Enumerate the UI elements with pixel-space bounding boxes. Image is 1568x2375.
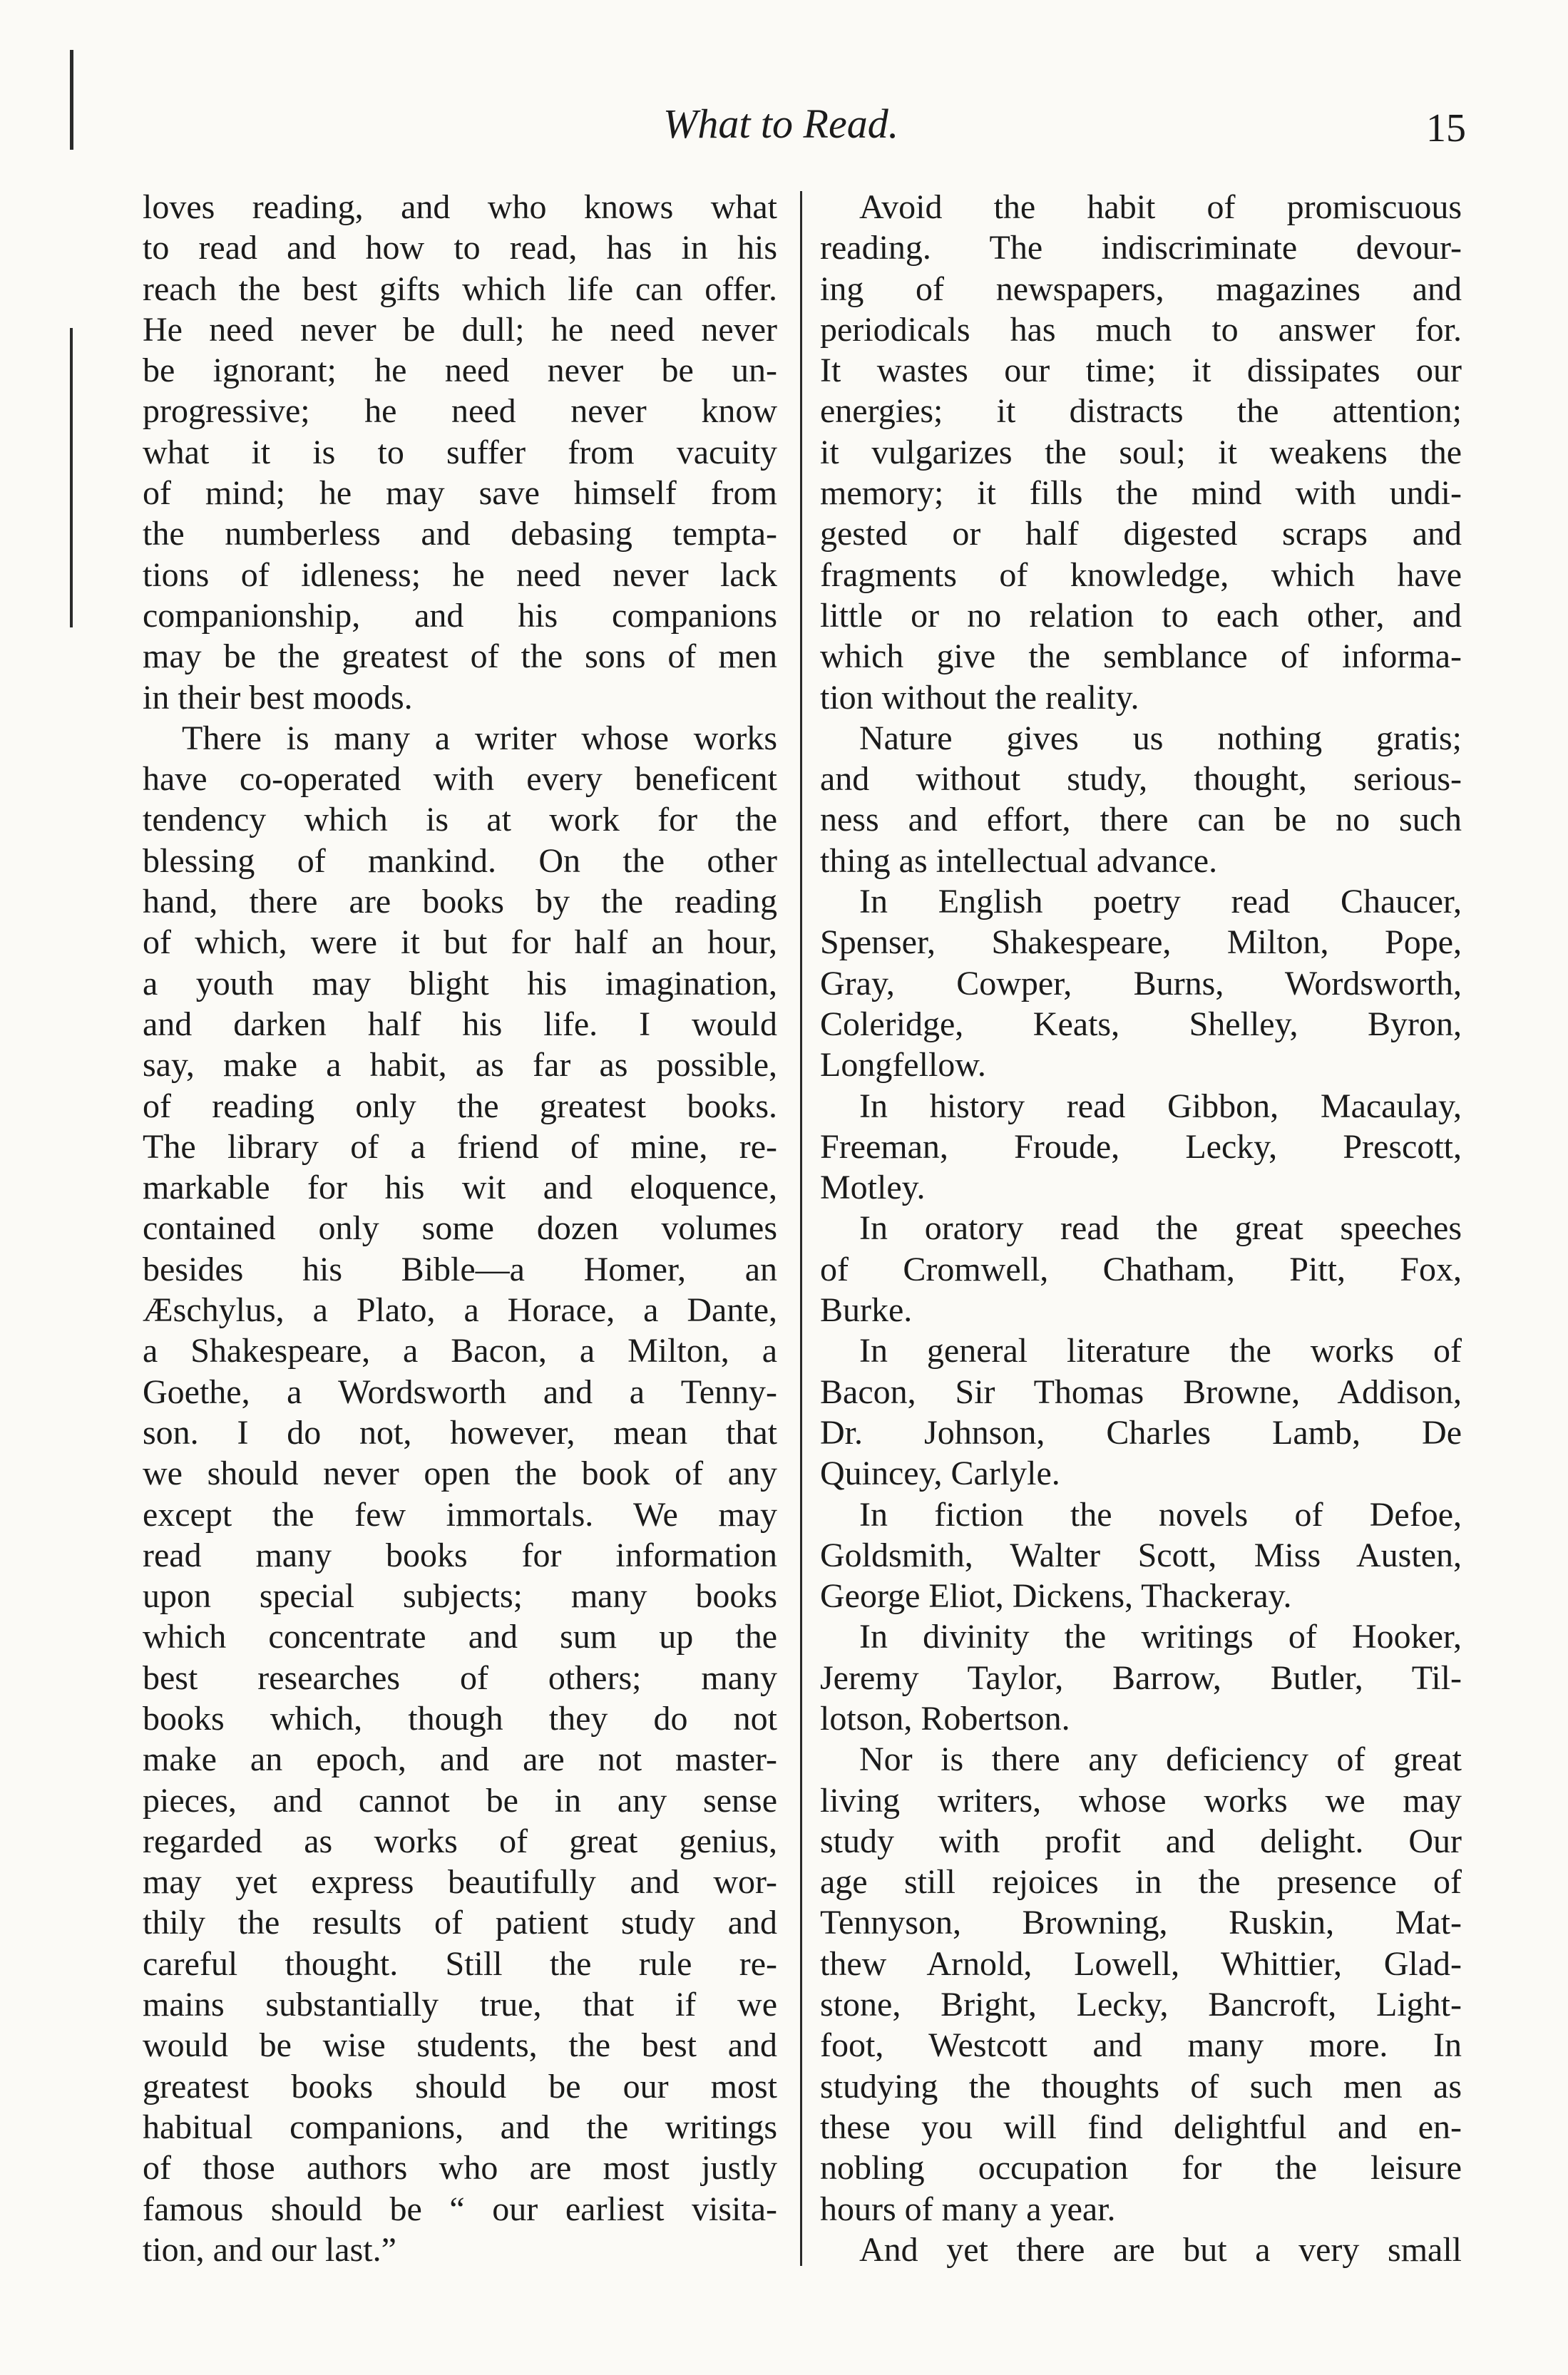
text-line: which give the semblance of informa- <box>820 637 1462 676</box>
text-line: He need never be dull; he need never <box>143 310 777 349</box>
text-line: the numberless and debasing tempta- <box>143 515 777 553</box>
text-line: In oratory read the great speeches <box>859 1209 1462 1248</box>
text-line: son. I do not, however, mean that <box>143 1413 777 1452</box>
text-line: Gray, Cowper, Burns, Wordsworth, <box>820 964 1462 1002</box>
text-line: Avoid the habit of promiscuous <box>859 188 1462 226</box>
text-line: tion without the reality. <box>820 678 1139 717</box>
binding-edge-mark <box>70 50 73 150</box>
text-line: besides his Bible—a Homer, an <box>143 1250 777 1288</box>
text-line: would be wise students, the best and <box>143 2026 777 2065</box>
text-line: age still rejoices in the presence of <box>820 1863 1462 1902</box>
text-line: periodicals has much to answer for. <box>820 310 1462 349</box>
text-line: In general literature the works of <box>859 1332 1462 1370</box>
text-line: nobling occupation for the leisure <box>820 2149 1462 2187</box>
text-line: Motley. <box>820 1169 926 1207</box>
text-line: lotson, Robertson. <box>820 1699 1070 1738</box>
text-line: In fiction the novels of Defoe, <box>859 1495 1462 1534</box>
text-line: energies; it distracts the attention; <box>820 392 1462 431</box>
text-line: of reading only the greatest books. <box>143 1087 777 1125</box>
text-line: these you will find delightful and en- <box>820 2108 1462 2146</box>
text-line: say, make a habit, as far as possible, <box>143 1046 777 1084</box>
running-header-title: What to Read. <box>663 101 899 147</box>
text-line: stone, Bright, Lecky, Bancroft, Light- <box>820 1986 1462 2024</box>
text-line: In divinity the writings of Hooker, <box>859 1618 1462 1656</box>
text-line: reach the best gifts which life can offer. <box>143 270 777 308</box>
text-line: Goethe, a Wordsworth and a Tenny- <box>143 1373 777 1411</box>
text-line: Tennyson, Browning, Ruskin, Mat- <box>820 1904 1462 1942</box>
text-line: little or no relation to each other, and <box>820 596 1462 635</box>
text-line: may yet express beautifully and wor- <box>143 1863 777 1902</box>
text-line: progressive; he need never know <box>143 392 777 431</box>
text-line: Coleridge, Keats, Shelley, Byron, <box>820 1005 1462 1043</box>
text-line: fragments of knowledge, which have <box>820 555 1462 594</box>
text-line: hand, there are books by the reading <box>143 883 777 921</box>
text-line: to read and how to read, has in his <box>143 229 777 267</box>
text-line: it vulgarizes the soul; it weakens the <box>820 433 1462 471</box>
binding-edge-mark <box>70 328 73 627</box>
text-line: reading. The indiscriminate devour- <box>820 229 1462 267</box>
text-line: which concentrate and sum up the <box>143 1618 777 1656</box>
text-line: Freeman, Froude, Lecky, Prescott, <box>820 1127 1462 1166</box>
text-line: and darken half his life. I would <box>143 1005 777 1043</box>
text-line: be ignorant; he need never be un- <box>143 352 777 390</box>
text-line: studying the thoughts of such men as <box>820 2067 1462 2105</box>
page-number: 15 <box>1426 106 1466 150</box>
text-line: have co-operated with every beneficent <box>143 760 777 799</box>
column-divider <box>800 191 802 2266</box>
text-line: contained only some dozen volumes <box>143 1209 777 1248</box>
text-line: Nor is there any deficiency of great <box>859 1740 1462 1779</box>
text-line: living writers, whose works we may <box>820 1781 1462 1820</box>
text-line: loves reading, and who knows what <box>143 188 777 226</box>
text-line: Quincey, Carlyle. <box>820 1455 1060 1493</box>
text-line: Dr. Johnson, Charles Lamb, De <box>820 1413 1462 1452</box>
text-line: The library of a friend of mine, re- <box>143 1127 777 1166</box>
text-line: ness and effort, there can be no such <box>820 801 1462 839</box>
text-line: make an epoch, and are not master- <box>143 1740 777 1779</box>
text-line: ing of newspapers, magazines and <box>820 270 1462 308</box>
text-line: foot, Westcott and many more. In <box>820 2026 1462 2065</box>
text-line: and without study, thought, serious- <box>820 760 1462 799</box>
text-line: markable for his wit and eloquence, <box>143 1169 777 1207</box>
text-line: best researches of others; many <box>143 1658 777 1697</box>
text-line: Spenser, Shakespeare, Milton, Pope, <box>820 923 1462 962</box>
left-text-column <box>143 187 777 2270</box>
text-line: blessing of mankind. On the other <box>143 841 777 880</box>
text-line: pieces, and cannot be in any sense <box>143 1781 777 1820</box>
text-line: thily the results of patient study and <box>143 1904 777 1942</box>
text-line: tendency which is at work for the <box>143 801 777 839</box>
text-line: Jeremy Taylor, Barrow, Butler, Til- <box>820 1658 1462 1697</box>
text-line: In history read Gibbon, Macaulay, <box>859 1087 1462 1125</box>
text-line: except the few immortals. We may <box>143 1495 777 1534</box>
text-line: of which, were it but for half an hour, <box>143 923 777 962</box>
text-line: in their best moods. <box>143 678 413 717</box>
text-line: of those authors who are most justly <box>143 2149 777 2187</box>
text-line: read many books for information <box>143 1536 777 1574</box>
text-line: of mind; he may save himself from <box>143 474 777 513</box>
text-line: what it is to suffer from vacuity <box>143 433 777 471</box>
text-line: a youth may blight his imagination, <box>143 964 777 1002</box>
text-line: upon special subjects; many books <box>143 1577 777 1616</box>
text-line: Goldsmith, Walter Scott, Miss Austen, <box>820 1536 1462 1574</box>
text-line: study with profit and delight. Our <box>820 1822 1462 1860</box>
text-line: greatest books should be our most <box>143 2067 777 2105</box>
text-line: of Cromwell, Chatham, Pitt, Fox, <box>820 1250 1462 1288</box>
text-line: famous should be “ our earliest visita- <box>143 2190 777 2228</box>
text-line: In English poetry read Chaucer, <box>859 883 1462 921</box>
text-line: companionship, and his companions <box>143 596 777 635</box>
text-line: memory; it fills the mind with undi- <box>820 474 1462 513</box>
text-line: habitual companions, and the writings <box>143 2108 777 2146</box>
text-line: tions of idleness; he need never lack <box>143 555 777 594</box>
text-line: we should never open the book of any <box>143 1455 777 1493</box>
text-line: There is many a writer whose works <box>182 719 777 757</box>
text-line: mains substantially true, that if we <box>143 1986 777 2024</box>
text-line: a Shakespeare, a Bacon, a Milton, a <box>143 1332 777 1370</box>
text-line: Nature gives us nothing gratis; <box>859 719 1462 757</box>
text-line: tion, and our last.” <box>143 2230 396 2269</box>
text-line: gested or half digested scraps and <box>820 515 1462 553</box>
text-line: may be the greatest of the sons of men <box>143 637 777 676</box>
text-line: hours of many a year. <box>820 2190 1116 2228</box>
text-line: George Eliot, Dickens, Thackeray. <box>820 1577 1292 1616</box>
text-line: thing as intellectual advance. <box>820 841 1218 880</box>
text-line: It wastes our time; it dissipates our <box>820 352 1462 390</box>
text-line: regarded as works of great genius, <box>143 1822 777 1860</box>
text-line: thew Arnold, Lowell, Whittier, Glad- <box>820 1944 1462 1983</box>
text-line: Longfellow. <box>820 1046 986 1084</box>
text-line: careful thought. Still the rule re- <box>143 1944 777 1983</box>
text-line: And yet there are but a very small <box>859 2230 1462 2269</box>
right-text-column <box>820 187 1462 2270</box>
text-line: Bacon, Sir Thomas Browne, Addison, <box>820 1373 1462 1411</box>
text-line: Æschylus, a Plato, a Horace, a Dante, <box>143 1291 777 1330</box>
text-line: Burke. <box>820 1291 913 1330</box>
text-line: books which, though they do not <box>143 1699 777 1738</box>
